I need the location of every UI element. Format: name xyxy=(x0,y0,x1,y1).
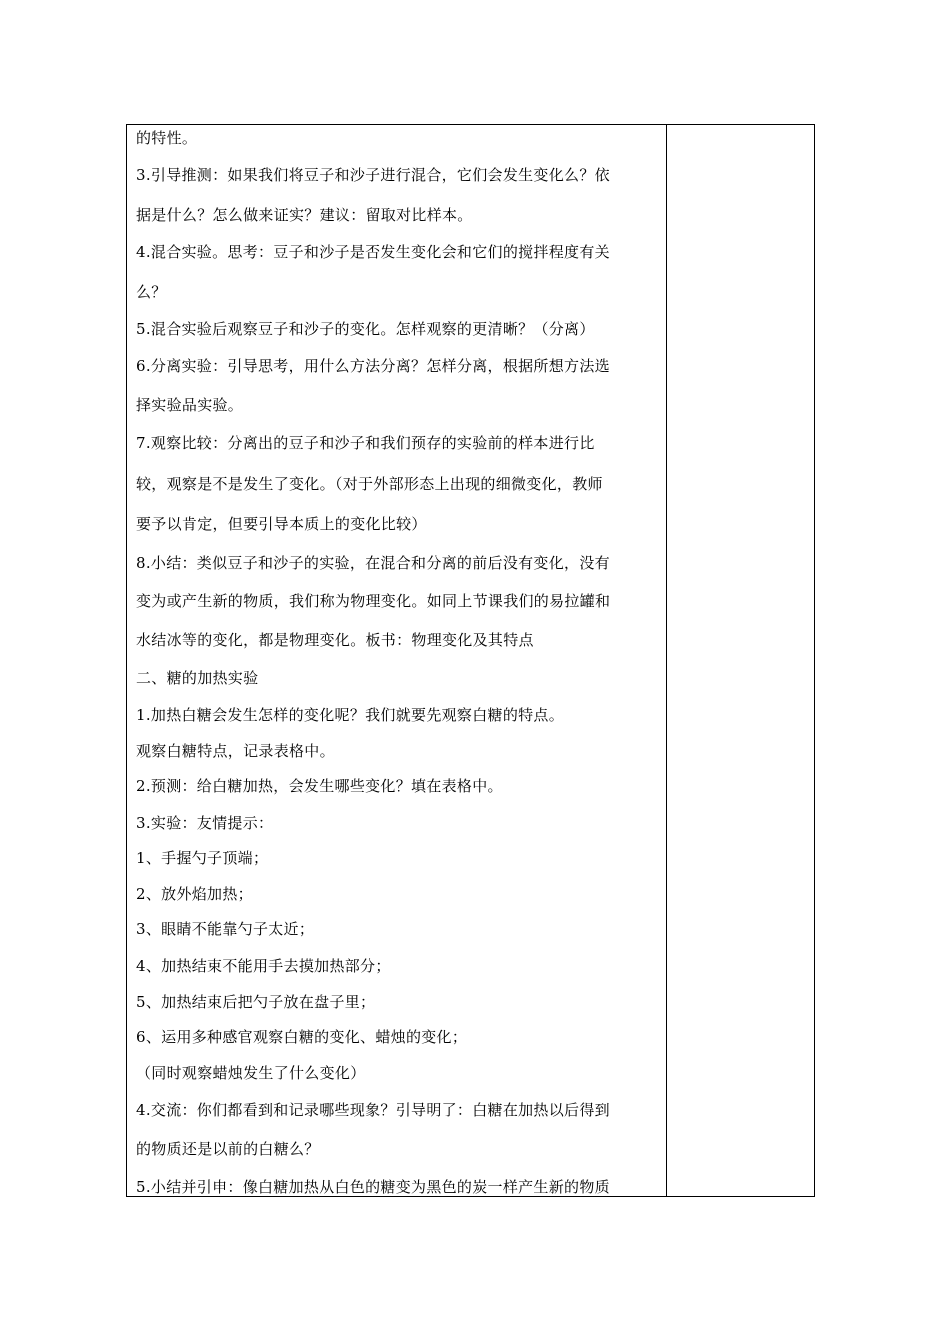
list-item: 1、手握勺子顶端； xyxy=(136,849,269,867)
text-line: 5.混合实验后观察豆子和沙子的变化。怎样观察的更清晰？（分离） xyxy=(136,320,595,338)
text-line: 7.观察比较：分离出的豆子和沙子和我们预存的实验前的样本进行比 xyxy=(136,434,595,452)
text-line: （同时观察蜡烛发生了什么变化） xyxy=(136,1064,366,1082)
text-line: 1.加热白糖会发生怎样的变化呢？我们就要先观察白糖的特点。 xyxy=(136,706,565,724)
text-line: 要予以肯定，但要引导本质上的变化比较） xyxy=(136,515,427,533)
text-line: 5.小结并引申：像白糖加热从白色的糖变为黑色的炭一样产生新的物质 xyxy=(136,1178,610,1196)
text-line: 2.预测：给白糖加热，会发生哪些变化？填在表格中。 xyxy=(136,777,503,795)
text-line: 4.交流：你们都看到和记录哪些现象？引导明了：白糖在加热以后得到 xyxy=(136,1101,610,1119)
text-line: 水结冰等的变化，都是物理变化。板书：物理变化及其特点 xyxy=(136,631,534,649)
text-line: 3.实验：友情提示： xyxy=(136,814,274,832)
list-item: 5、加热结束后把勺子放在盘子里； xyxy=(136,993,376,1011)
lesson-content-cell xyxy=(127,125,666,1196)
text-line: 较，观察是不是发生了变化。（对于外部形态上出现的细微变化，教师 xyxy=(136,475,603,493)
text-line: 的物质还是以前的白糖么？ xyxy=(136,1140,320,1158)
list-item: 2、放外焰加热； xyxy=(136,885,253,903)
text-line: 6.分离实验：引导思考，用什么方法分离？怎样分离，根据所想方法选 xyxy=(136,357,610,375)
text-line: 么？ xyxy=(136,283,167,301)
text-line: 变为或产生新的物质，我们称为物理变化。如同上节课我们的易拉罐和 xyxy=(136,592,611,610)
text-line: 据是什么？怎么做来证实？建议：留取对比样本。 xyxy=(136,206,473,224)
text-line: 4.混合实验。思考：豆子和沙子是否发生变化会和它们的搅拌程度有关 xyxy=(136,243,610,261)
text-line: 8.小结：类似豆子和沙子的实验，在混合和分离的前后没有变化，没有 xyxy=(136,554,610,572)
text-line: 择实验品实验。 xyxy=(136,396,244,414)
list-item: 4、加热结束不能用手去摸加热部分； xyxy=(136,957,391,975)
section-heading: 二、糖的加热实验 xyxy=(136,669,259,687)
lesson-table xyxy=(126,124,815,1197)
notes-cell xyxy=(667,125,814,1196)
text-line: 的特性。 xyxy=(136,129,198,147)
text-line: 3.引导推测：如果我们将豆子和沙子进行混合，它们会发生变化么？依 xyxy=(136,166,610,184)
list-item: 3、眼睛不能靠勺子太近； xyxy=(136,920,315,938)
text-line: 观察白糖特点，记录表格中。 xyxy=(136,742,335,760)
list-item: 6、运用多种感官观察白糖的变化、蜡烛的变化； xyxy=(136,1028,468,1046)
